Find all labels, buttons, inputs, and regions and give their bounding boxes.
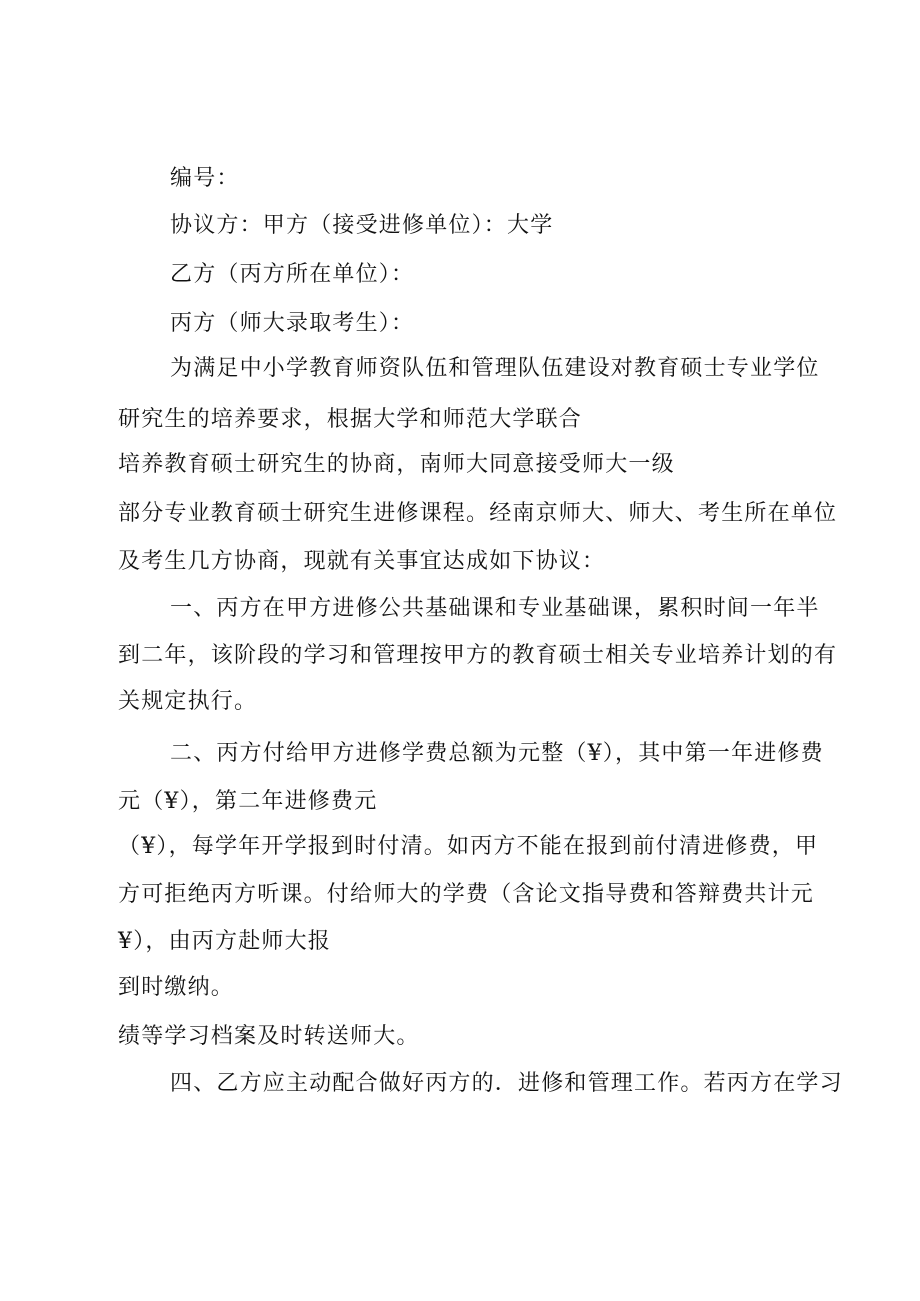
party-b-line: 乙方（丙方所在单位）：	[170, 262, 415, 287]
preamble-line-3: 培养教育硕士研究生的协商，南师大同意接受师大一级	[118, 452, 675, 477]
party-c-line: 丙方（师大录取考生）：	[170, 311, 415, 336]
clause-2-line-3: （¥），每学年开学报到时付清。如丙方不能在报到前付清进修费，甲	[118, 834, 819, 859]
clause-1-line-1: 一、丙方在甲方进修公共基础课和专业基础课，累积时间一年半	[170, 596, 820, 621]
clause-2-line-6: 到时缴纳。	[118, 975, 235, 1000]
preamble-line-4: 部分专业教育硕士研究生进修课程。经南京师大、师大、考生所在单位	[118, 501, 838, 526]
preamble-line-5: 及考生几方协商，现就有关事宜达成如下协议：	[118, 549, 606, 574]
serial-number-label: 编号：	[170, 166, 240, 191]
clause-2-line-5: ¥），由丙方赴师大报	[118, 929, 331, 954]
clause-1-line-2: 到二年，该阶段的学习和管理按甲方的教育硕士相关专业培养计划的有	[118, 643, 838, 668]
preamble-line-2: 研究生的培养要求，根据大学和师范大学联合	[118, 407, 583, 432]
clause-4-line-1: 四、乙方应主动配合做好丙方的．进修和管理工作。若丙方在学习	[170, 1071, 843, 1096]
clause-2-line-2: 元（¥），第二年进修费元	[118, 789, 378, 814]
parties-line: 协议方：甲方（接受进修单位）：大学	[170, 213, 554, 238]
clause-1-line-3: 关规定执行。	[118, 689, 258, 714]
clause-2-line-1: 二、丙方付给甲方进修学费总额为元整（¥），其中第一年进修费	[170, 741, 824, 766]
clause-2-line-4: 方可拒绝丙方听课。付给师大的学费（含论文指导费和答辩费共计元	[118, 882, 815, 907]
preamble-line-1: 为满足中小学教育师资队伍和管理队伍建设对教育硕士专业学位	[170, 356, 820, 381]
clause-3-fragment: 绩等学习档案及时转送师大。	[118, 1024, 420, 1049]
